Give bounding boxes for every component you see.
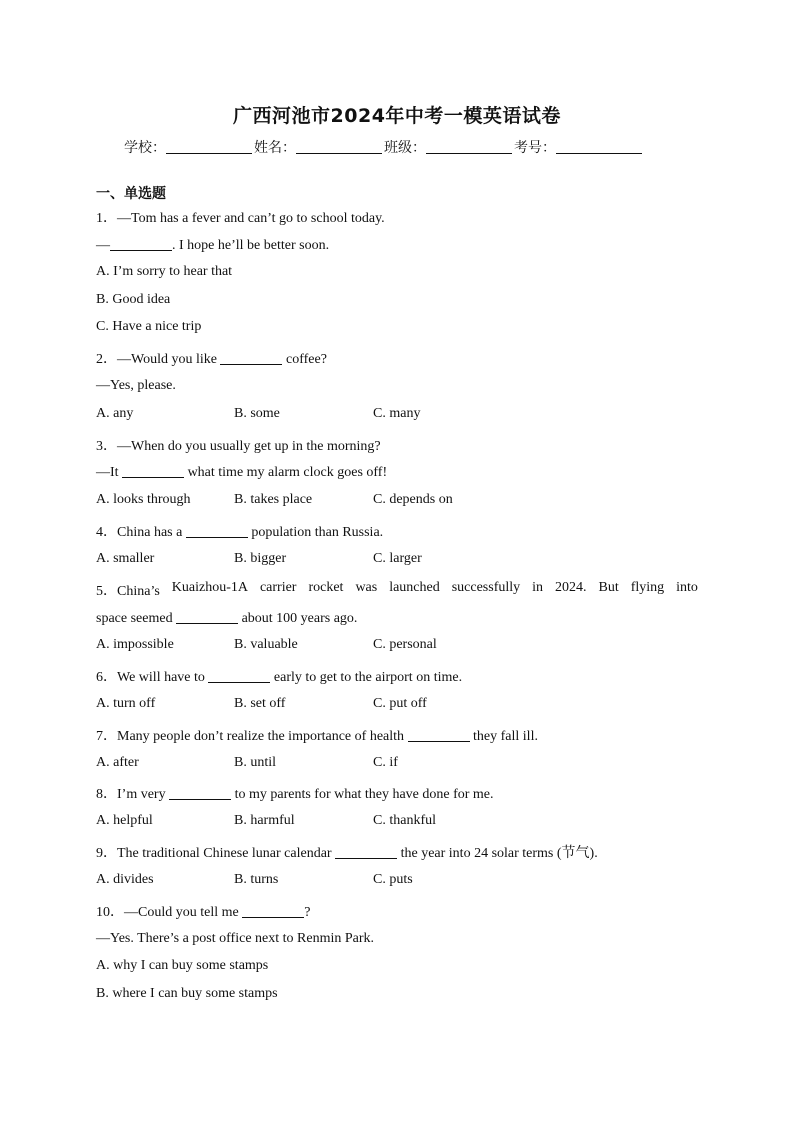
answer-blank [110,237,172,251]
stem-word: launched [389,580,440,595]
stem-word: 5．China’s [96,584,160,599]
stem-word: was [355,580,378,595]
question-1-stem: 1．—Tom has a fever and can’t go to school today. [96,211,385,226]
question-4-stem [96,521,383,541]
stem-text: about 100 years ago. [238,611,358,626]
question-1-option-b: B. Good idea [96,292,171,307]
class-blank [426,139,512,154]
stem-text: population than Russia. [247,525,384,540]
question-2-stem [96,348,327,368]
question-1-option-c: C. Have a nice trip [96,319,202,334]
question-5-option-b: B. valuable [234,637,298,652]
question-8-option-b: B. harmful [234,813,295,828]
stem-word: carrier [259,580,297,595]
question-1-option-a: A. I’m sorry to hear that [96,264,233,279]
stem-text: coffee? [282,352,327,367]
question-9-option-c: C. puts [373,872,413,887]
number-blank [556,139,642,154]
question-2-reply: —Yes, please. [96,378,176,393]
question-9-stem [96,842,598,862]
answer-blank [169,786,231,800]
stem-text: the year into 24 solar terms (节气). [397,846,598,861]
stem-text: they fall ill. [469,729,538,744]
question-7-stem [96,725,538,745]
student-info-row [124,137,644,157]
stem-text: 8．I’m very [96,787,170,802]
name-blank [296,139,382,154]
question-3-option-a: A. looks through [96,492,191,507]
question-1-reply [96,237,329,254]
reply-text: . I hope he’ll be better soon. [172,238,330,253]
answer-blank [176,610,238,624]
answer-blank [122,464,184,478]
question-10-stem [96,901,310,921]
stem-word: But [598,580,619,595]
question-6-option-a: A. turn off [96,696,156,711]
question-3-option-c: C. depends on [373,492,453,507]
question-5-stem-line2 [96,610,357,627]
stem-text: 4．China has a [96,525,186,540]
question-4-option-a: A. smaller [96,551,155,566]
section-heading: 一、单选题 [96,186,166,202]
question-8-option-a: A. helpful [96,813,153,828]
question-9-option-b: B. turns [234,872,279,887]
question-6-option-c: C. put off [373,696,427,711]
question-7-option-a: A. after [96,755,139,770]
stem-word: into [676,580,698,595]
question-7-option-c: C. if [373,755,398,770]
stem-word: 2024. [555,580,587,595]
stem-text: —It [96,465,123,480]
question-3-reply [96,464,387,481]
question-5-option-c: C. personal [373,637,437,652]
school-label: 学校： [124,140,166,156]
question-9-option-a: A. divides [96,872,154,887]
answer-blank [335,845,397,859]
question-5-stem-line1 [96,580,698,600]
question-2-option-b: B. some [234,406,280,421]
question-8-option-c: C. thankful [373,813,436,828]
stem-text: 10．—Could you tell me [96,905,243,920]
stem-word: rocket [308,580,344,595]
answer-blank [186,524,248,538]
stem-word: Kuaizhou-1A [171,580,248,595]
school-blank [166,139,252,154]
question-4-option-c: C. larger [373,551,422,566]
question-10-reply: —Yes. There’s a post office next to Renmin Park. [96,931,375,946]
answer-blank [408,728,470,742]
question-10-option-a: A. why I can buy some stamps [96,958,269,973]
question-6-stem [96,666,462,686]
stem-text: to my parents for what they have done for me. [231,787,494,802]
stem-text: 2．—Would you like [96,352,221,367]
stem-text: 7．Many people don’t realize the importance of health [96,729,408,744]
stem-text: space seemed [96,611,177,626]
answer-blank [220,351,282,365]
question-8-stem [96,783,494,803]
question-2-option-a: A. any [96,406,134,421]
number-label: 考号： [514,140,556,156]
stem-word: in [532,580,544,595]
question-3-option-b: B. takes place [234,492,313,507]
stem-word: flying [630,580,665,595]
stem-text: what time my alarm clock goes off! [184,465,388,480]
question-5-option-a: A. impossible [96,637,174,652]
answer-blank [242,904,304,918]
stem-text: early to get to the airport on time. [270,670,463,685]
stem-word: successfully [451,580,521,595]
answer-blank [208,669,270,683]
question-7-option-b: B. until [234,755,277,770]
name-label: 姓名： [254,140,296,156]
question-4-option-b: B. bigger [234,551,287,566]
question-6-option-b: B. set off [234,696,286,711]
reply-dash: — [96,238,110,253]
exam-title: 广西河池市2024年中考一模英语试卷 [233,105,561,127]
question-2-option-c: C. many [373,406,421,421]
question-10-option-b: B. where I can buy some stamps [96,986,278,1001]
class-label: 班级： [384,140,426,156]
stem-text: 9．The traditional Chinese lunar calendar [96,846,336,861]
stem-text: 6．We will have to [96,670,209,685]
stem-text: ? [304,905,311,920]
question-3-stem: 3．—When do you usually get up in the morning? [96,439,381,454]
